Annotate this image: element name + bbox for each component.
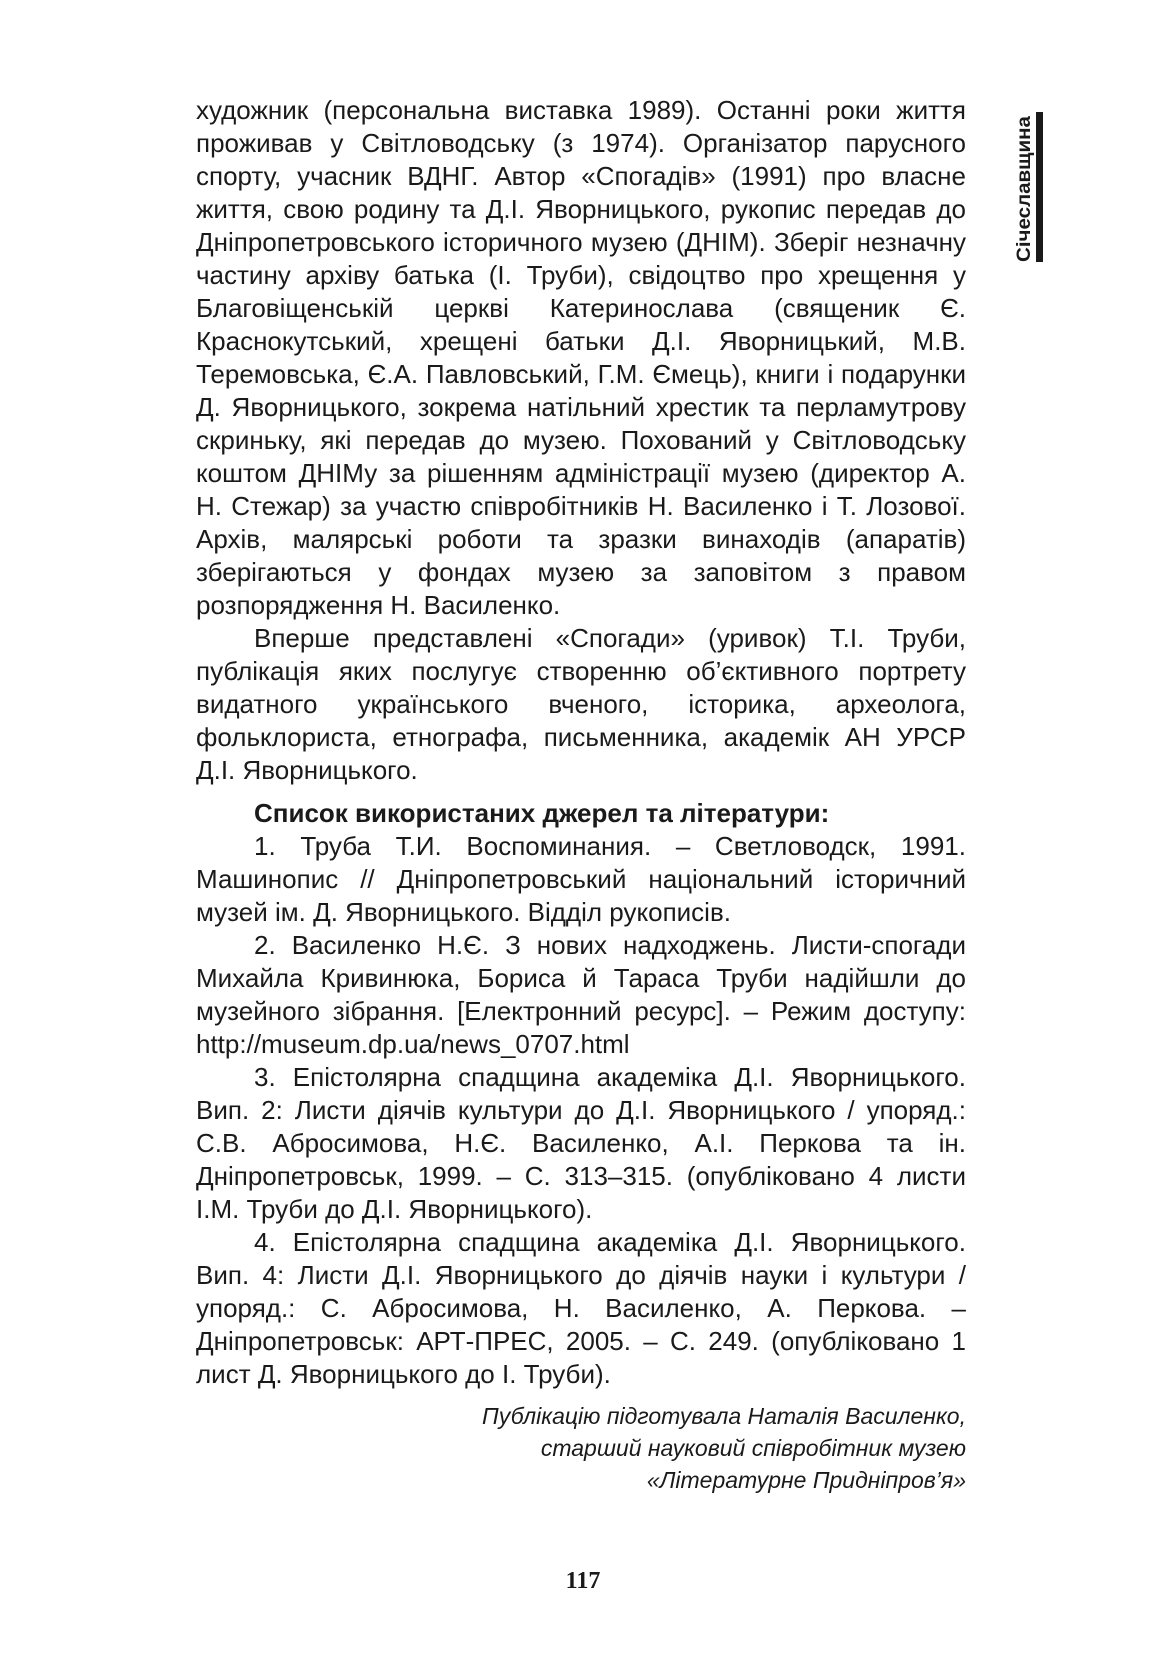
credit-line-1: Публікацію підготувала Наталія Василенко,: [482, 1403, 966, 1429]
journal-logo-text: Січеславщина: [1014, 127, 1035, 262]
paragraph-intro: Вперше представлені «Спогади» (уривок) Т.І. Труби, публікація яких послугує створенню об’єктивного портрету видатного українського вченого, історика, археолога, фольклориста, етнографа, письменника, академік АН УРСР Д.І. Яворницького.: [196, 623, 966, 785]
reference-item: 4. Епістолярна спадщина академіка Д.І. Яворницького. Вип. 4: Листи Д.І. Яворницького до діячів науки і культури / упоряд.: С. Абросимова, Н. Василенко, А. Перкова. – Дніпропетровськ: АРТ-ПРЕС, 2005. – С. 249. (опубліковано 1 лист Д. Яворницького до І. Труби).: [196, 1227, 966, 1389]
credit-line-2: старший науковий співробітник музею: [540, 1435, 966, 1461]
credit-line-3: «Літературне Придніпров’я»: [646, 1467, 966, 1493]
reference-item: 1. Труба Т.И. Воспоминания. – Светловодск, 1991. Машинопис // Дніпропетровський національний історичний музей ім. Д. Яворницького. Відділ рукописів.: [196, 831, 966, 927]
references-heading: Список використаних джерел та літератури:: [254, 798, 830, 828]
author-credit: [366, 1400, 966, 1496]
paragraph-continuation: художник (персональна виставка 1989). Останні роки життя проживав у Світловодську (з 1974). Організатор парусного спорту, учасник ВДНГ. Автор «Спогадів» (1991) про власне життя, свою родину та Д.І. Яворницького, рукопис передав до Дніпропетровського історичного музею (ДНІМ). Зберіг незначну частину архіву батька (І. Труби), свідоцтво про хрещення у Благовіщенській церкві Катеринослава (священик Є. Краснокутський, хрещені батьки Д.І. Яворницький, М.В. Теремовська, Є.А. Павловський, Г.М. Ємець), книги і подарунки Д. Яворницького, зокрема натільний хрестик та перламутрову скриньку, які передав до музею. Похований у Світловодську коштом ДНІМу за рішенням адміністрації музею (директор А. Н. Стежар) за участю співробітників Н. Василенко і Т. Лозової. Архів, малярські роботи та зразки винаходів (апаратів) зберігаються у фондах музею за заповітом з правом розпорядження Н. Василенко.: [196, 95, 966, 620]
page-number: 117: [565, 1568, 601, 1594]
main-text-column: [196, 94, 966, 1391]
logo-vertical-bar: [1036, 112, 1043, 262]
reference-item: 2. Василенко Н.Є. З нових надходжень. Листи-спогади Михайла Кривинюка, Бориса й Тараса Труби надійшли до музейного зібрання. [Електронний ресурс]. – Режим доступу: http://museum.dp.ua/news_0707.html: [196, 930, 966, 1059]
reference-item: 3. Епістолярна спадщина академіка Д.І. Яворницького. Вип. 2: Листи діячів культури до Д.І. Яворницького / упоряд.: С.В. Абросимова, Н.Є. Василенко, А.І. Перкова та ін. Дніпропетровськ, 1999. – С. 313–315. (опубліковано 4 листи І.М. Труби до Д.І. Яворницького).: [196, 1062, 966, 1224]
